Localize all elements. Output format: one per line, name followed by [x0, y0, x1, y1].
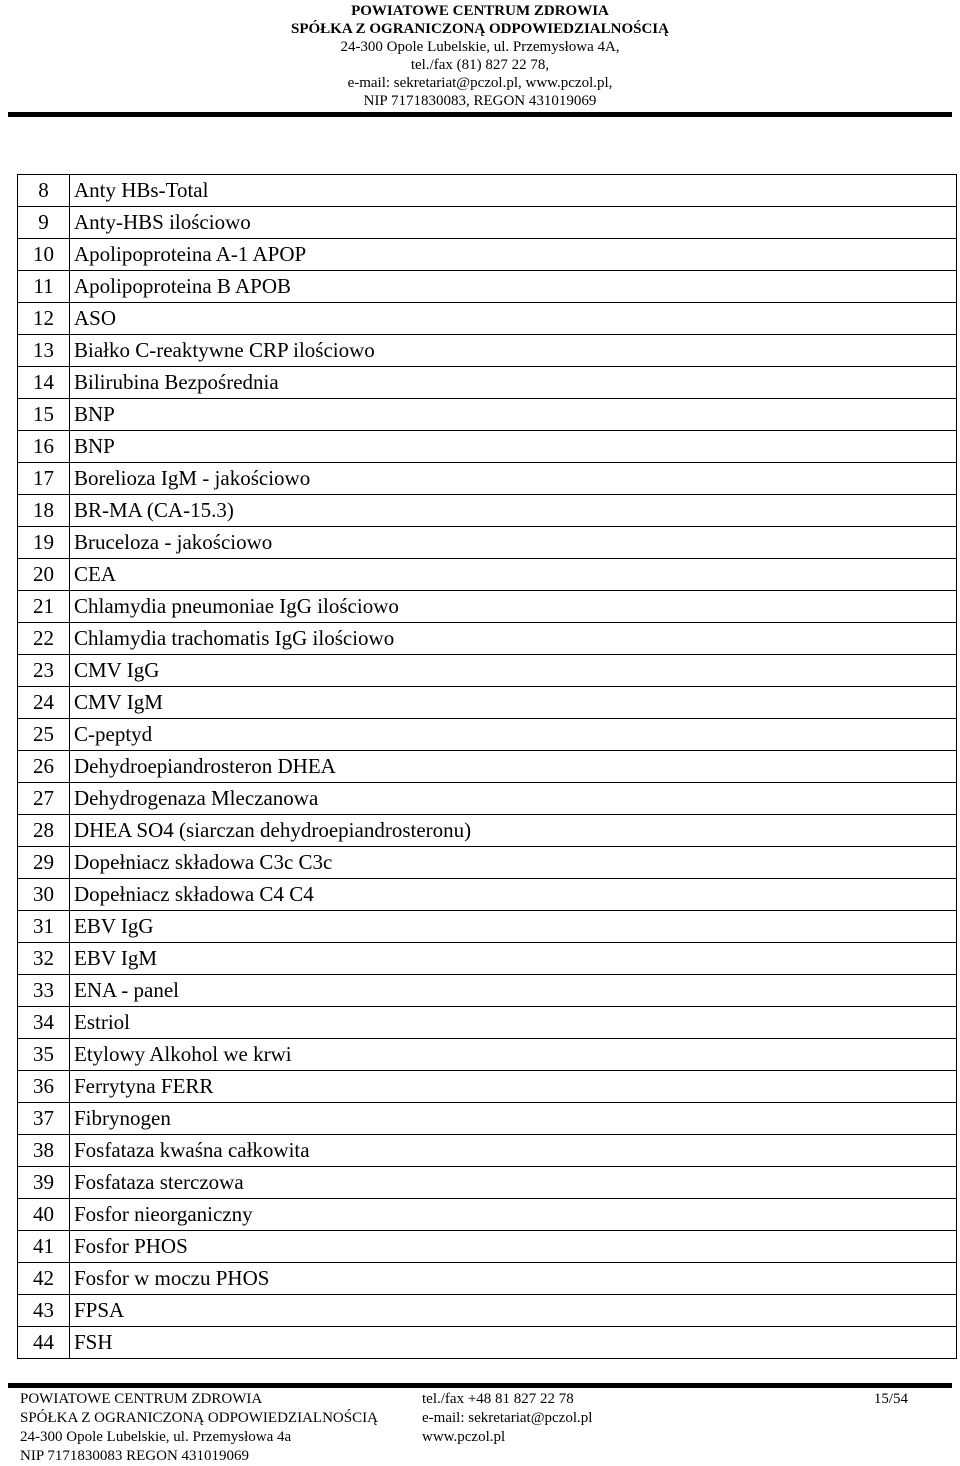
footer-company-name: POWIATOWE CENTRUM ZDROWIA: [20, 1391, 263, 1407]
table-row: [18, 719, 957, 751]
row-number: 13: [18, 335, 70, 367]
row-number: 8: [18, 175, 70, 207]
row-number: 22: [18, 623, 70, 655]
test-name: Fosfataza sterczowa: [70, 1167, 957, 1199]
footer-website: www.pczol.pl: [422, 1429, 506, 1445]
row-number: 28: [18, 815, 70, 847]
table-row: [18, 399, 957, 431]
footer-company-type: SPÓŁKA Z OGRANICZONĄ ODPOWIEDZIALNOŚCIĄ: [20, 1410, 378, 1426]
table-row: [18, 495, 957, 527]
test-name: Borelioza IgM - jakościowo: [70, 463, 957, 495]
company-address: 24-300 Opole Lubelskie, ul. Przemysłowa 4A,: [340, 39, 620, 55]
test-name: Anty-HBS ilościowo: [70, 207, 957, 239]
test-name: C-peptyd: [70, 719, 957, 751]
row-number: 35: [18, 1039, 70, 1071]
table-row: [18, 1071, 957, 1103]
table-row: [18, 783, 957, 815]
test-name: Anty HBs-Total: [70, 175, 957, 207]
test-name: Dopełniacz składowa C3c C3c: [70, 847, 957, 879]
row-number: 27: [18, 783, 70, 815]
table-row: [18, 1295, 957, 1327]
footer-phone: tel./fax +48 81 827 22 78: [422, 1391, 574, 1407]
test-name: Dehydroepiandrosteron DHEA: [70, 751, 957, 783]
footer-company: [20, 1390, 378, 1466]
footer-company-registry: NIP 7171830083 REGON 431019069: [20, 1448, 250, 1464]
table-row: [18, 1263, 957, 1295]
test-name: Bilirubina Bezpośrednia: [70, 367, 957, 399]
test-name: Dopełniacz składowa C4 C4: [70, 879, 957, 911]
table-row: [18, 1007, 957, 1039]
test-name: CEA: [70, 559, 957, 591]
row-number: 23: [18, 655, 70, 687]
test-list-table: [17, 174, 957, 1359]
table-row: [18, 463, 957, 495]
table-row: [18, 527, 957, 559]
row-number: 36: [18, 1071, 70, 1103]
test-name: Fosfor w moczu PHOS: [70, 1263, 957, 1295]
row-number: 34: [18, 1007, 70, 1039]
table-row: [18, 687, 957, 719]
test-name: Apolipoproteina B APOB: [70, 271, 957, 303]
company-phone: tel./fax (81) 827 22 78,: [410, 57, 550, 73]
table-row: [18, 911, 957, 943]
row-number: 38: [18, 1135, 70, 1167]
test-name: Estriol: [70, 1007, 957, 1039]
row-number: 30: [18, 879, 70, 911]
table-row: [18, 1167, 957, 1199]
row-number: 39: [18, 1167, 70, 1199]
table-row: [18, 1103, 957, 1135]
footer-email: e-mail: sekretariat@pczol.pl: [422, 1410, 593, 1426]
test-name: BR-MA (CA-15.3): [70, 495, 957, 527]
row-number: 15: [18, 399, 70, 431]
table-row: [18, 1231, 957, 1263]
row-number: 20: [18, 559, 70, 591]
row-number: 9: [18, 207, 70, 239]
test-name: Fosfor PHOS: [70, 1231, 957, 1263]
header-divider: [8, 112, 952, 117]
company-type: SPÓŁKA Z OGRANICZONĄ ODPOWIEDZIALNOŚCIĄ: [291, 21, 669, 37]
row-number: 41: [18, 1231, 70, 1263]
table-row: [18, 751, 957, 783]
test-name: Chlamydia pneumoniae IgG ilościowo: [70, 591, 957, 623]
test-name: Fosfataza kwaśna całkowita: [70, 1135, 957, 1167]
row-number: 19: [18, 527, 70, 559]
table-row: [18, 175, 957, 207]
page-number: 15/54: [873, 1391, 908, 1407]
table-row: [18, 943, 957, 975]
row-number: 10: [18, 239, 70, 271]
test-name: EBV IgG: [70, 911, 957, 943]
test-name: Białko C-reaktywne CRP ilościowo: [70, 335, 957, 367]
row-number: 24: [18, 687, 70, 719]
test-name: BNP: [70, 399, 957, 431]
footer-contact: [422, 1390, 592, 1447]
table-row: [18, 207, 957, 239]
table-row: [18, 1199, 957, 1231]
company-name: POWIATOWE CENTRUM ZDROWIA: [351, 3, 609, 19]
table-row: [18, 655, 957, 687]
row-number: 11: [18, 271, 70, 303]
test-name: Bruceloza - jakościowo: [70, 527, 957, 559]
row-number: 42: [18, 1263, 70, 1295]
row-number: 37: [18, 1103, 70, 1135]
table-row: [18, 239, 957, 271]
test-name: FSH: [70, 1327, 957, 1359]
row-number: 21: [18, 591, 70, 623]
row-number: 29: [18, 847, 70, 879]
table-row: [18, 815, 957, 847]
test-name: BNP: [70, 431, 957, 463]
row-number: 18: [18, 495, 70, 527]
table-row: [18, 1135, 957, 1167]
footer-divider: [8, 1383, 952, 1388]
test-name: Etylowy Alkohol we krwi: [70, 1039, 957, 1071]
table-row: [18, 1039, 957, 1071]
table-row: [18, 367, 957, 399]
test-name: Chlamydia trachomatis IgG ilościowo: [70, 623, 957, 655]
row-number: 12: [18, 303, 70, 335]
table-row: [18, 303, 957, 335]
table-row: [18, 1327, 957, 1359]
table-row: [18, 559, 957, 591]
row-number: 43: [18, 1295, 70, 1327]
table-row: [18, 431, 957, 463]
row-number: 40: [18, 1199, 70, 1231]
test-name: Dehydrogenaza Mleczanowa: [70, 783, 957, 815]
row-number: 33: [18, 975, 70, 1007]
footer-company-address: 24-300 Opole Lubelskie, ul. Przemysłowa 4a: [20, 1429, 292, 1445]
table-row: [18, 975, 957, 1007]
test-name: CMV IgM: [70, 687, 957, 719]
row-number: 17: [18, 463, 70, 495]
test-name: ENA - panel: [70, 975, 957, 1007]
company-contact: e-mail: sekretariat@pczol.pl, www.pczol.pl,: [347, 75, 613, 91]
row-number: 26: [18, 751, 70, 783]
test-name: EBV IgM: [70, 943, 957, 975]
table-row: [18, 335, 957, 367]
test-name: Ferrytyna FERR: [70, 1071, 957, 1103]
test-name: Fibrynogen: [70, 1103, 957, 1135]
table-row: [18, 271, 957, 303]
test-name: DHEA SO4 (siarczan dehydroepiandrosteronu): [70, 815, 957, 847]
row-number: 25: [18, 719, 70, 751]
row-number: 32: [18, 943, 70, 975]
test-name: FPSA: [70, 1295, 957, 1327]
test-name: CMV IgG: [70, 655, 957, 687]
row-number: 16: [18, 431, 70, 463]
row-number: 44: [18, 1327, 70, 1359]
table-row: [18, 623, 957, 655]
row-number: 14: [18, 367, 70, 399]
test-name: Apolipoproteina A-1 APOP: [70, 239, 957, 271]
table-row: [18, 879, 957, 911]
row-number: 31: [18, 911, 70, 943]
table-row: [18, 847, 957, 879]
test-name: ASO: [70, 303, 957, 335]
table-row: [18, 591, 957, 623]
letterhead: [0, 0, 960, 110]
company-registry: NIP 7171830083, REGON 431019069: [363, 93, 597, 109]
test-name: Fosfor nieorganiczny: [70, 1199, 957, 1231]
